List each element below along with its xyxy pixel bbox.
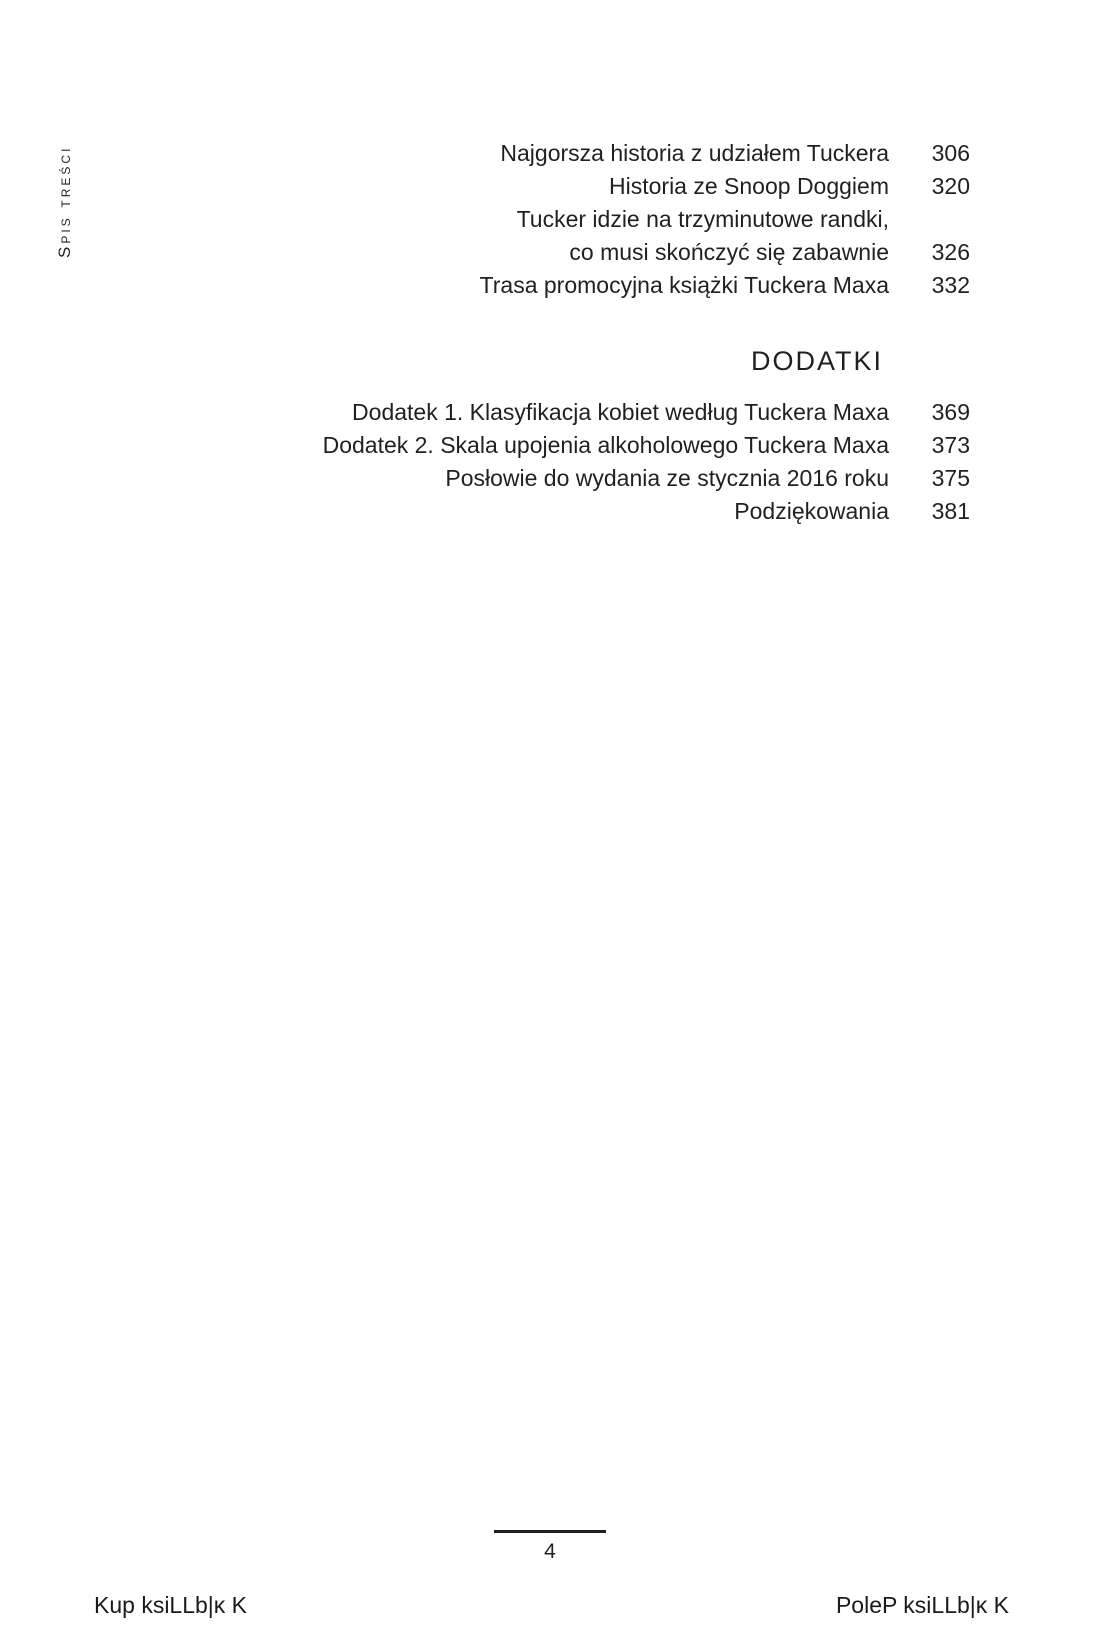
toc-entry-page: 326 xyxy=(931,239,970,265)
toc-entry-title: Najgorsza historia z udziałem Tuckera xyxy=(500,140,889,166)
toc-entry xyxy=(240,462,970,495)
toc-entry-title: Dodatek 2. Skala upojenia alkoholowego Tuckera Maxa xyxy=(322,432,889,458)
toc-entry xyxy=(240,396,970,429)
toc-entry-page: 373 xyxy=(931,432,970,458)
footer-rule xyxy=(494,1530,606,1533)
toc-entry-page: 320 xyxy=(931,173,970,199)
toc-entry xyxy=(240,269,970,302)
toc-entry-title: Dodatek 1. Klasyfikacja kobiet według Tuckera Maxa xyxy=(352,399,889,425)
toc-entry-page: 375 xyxy=(931,465,970,491)
toc-entry-title: Posłowie do wydania ze stycznia 2016 roku xyxy=(445,465,889,491)
toc-entry xyxy=(240,170,970,203)
recommend-book-link[interactable]: PoleP ksiLLb|κ K xyxy=(835,1592,1009,1618)
toc-entry-page: 369 xyxy=(931,399,970,425)
table-of-contents-appendices xyxy=(240,396,970,528)
section-heading-appendices: DODATKI xyxy=(750,346,883,376)
page-number: 4 xyxy=(544,1540,556,1563)
running-head: Spis treści xyxy=(55,145,74,258)
toc-entry xyxy=(240,429,970,462)
table-of-contents xyxy=(240,137,970,302)
toc-entry-page: 381 xyxy=(931,498,970,524)
toc-entry-page: 332 xyxy=(931,272,970,298)
toc-entry xyxy=(240,203,970,236)
toc-entry-title: Tucker idzie na trzyminutowe randki, xyxy=(516,206,889,232)
buy-book-link[interactable]: Kup ksiLLb|κ K xyxy=(94,1592,248,1618)
toc-entry-title: Trasa promocyjna książki Tuckera Maxa xyxy=(479,272,889,298)
toc-entry xyxy=(240,236,970,269)
toc-entry xyxy=(240,137,970,170)
toc-entry-title: co musi skończyć się zabawnie xyxy=(569,239,889,265)
toc-entry-title: Historia ze Snoop Doggiem xyxy=(609,173,889,199)
toc-entry-page: 306 xyxy=(931,140,970,166)
toc-entry xyxy=(240,495,970,528)
toc-entry-title: Podziękowania xyxy=(734,498,889,524)
